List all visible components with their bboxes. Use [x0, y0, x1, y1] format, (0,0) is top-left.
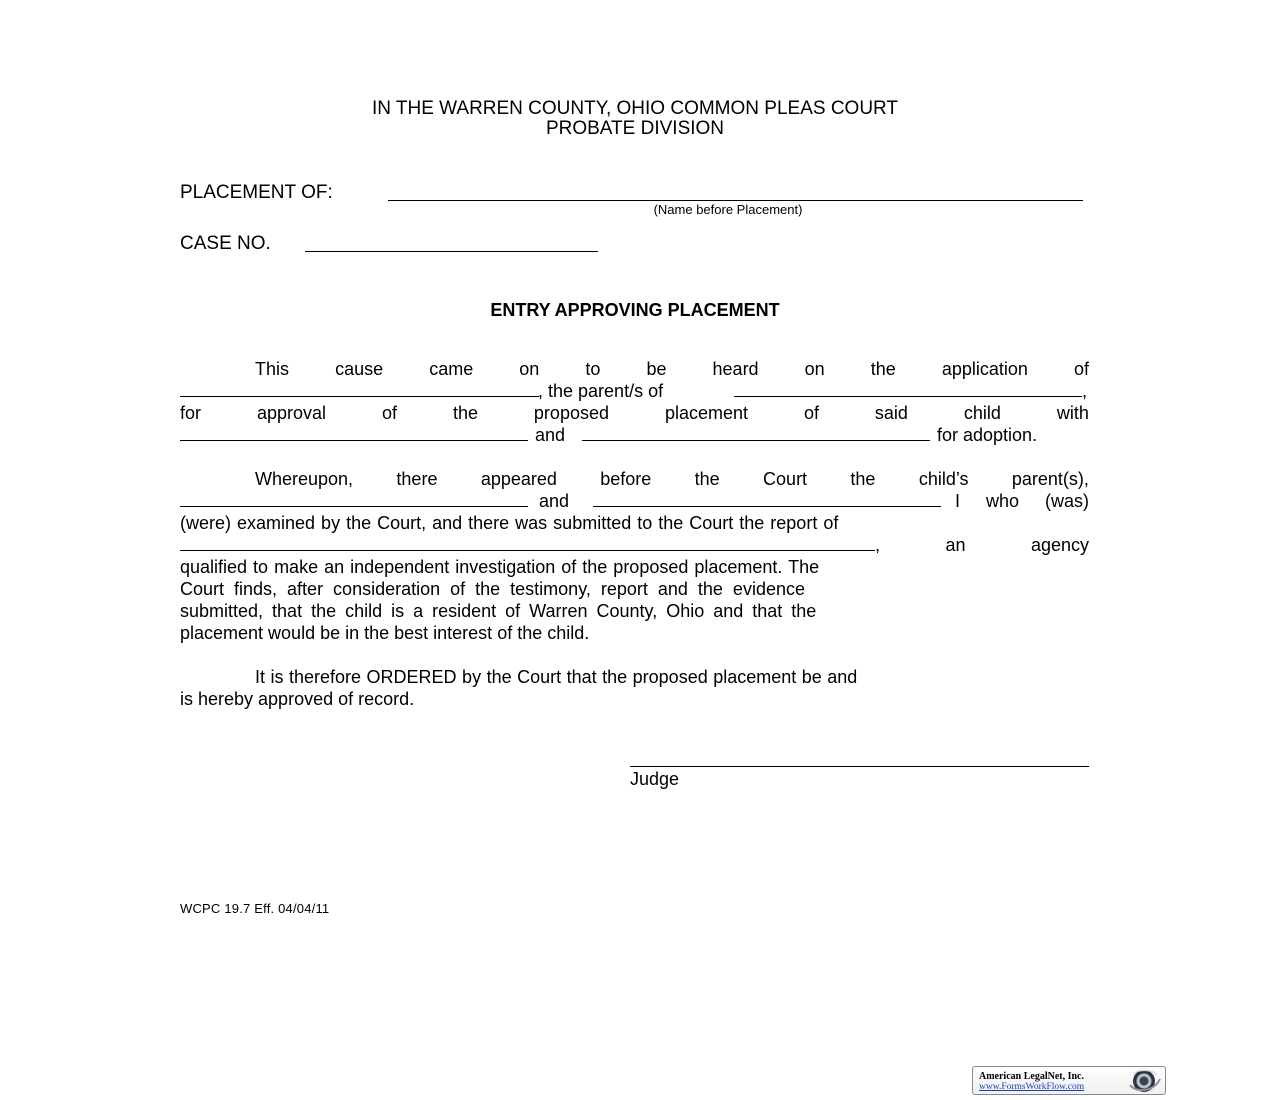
- case-no-label: CASE NO.: [180, 233, 271, 254]
- logo-url[interactable]: www.FormsWorkFlow.com: [979, 1082, 1085, 1092]
- and-text-2: and: [539, 491, 570, 511]
- word: on: [804, 359, 825, 379]
- word: proposed: [533, 403, 609, 423]
- word: the: [694, 469, 720, 489]
- judge-signature-line[interactable]: [630, 766, 1089, 767]
- word: approval: [256, 403, 327, 423]
- word: the: [870, 359, 896, 379]
- word: Whereupon,: [255, 469, 354, 489]
- globe-swirl-icon: [1126, 1068, 1162, 1094]
- agency-name-field[interactable]: [180, 550, 875, 551]
- adoptive-parent-2-field[interactable]: [582, 440, 930, 441]
- an-agency-text: [875, 534, 1089, 556]
- division-heading: PROBATE DIVISION: [545, 118, 725, 139]
- form-id: WCPC 19.7 Eff. 04/04/11: [180, 901, 330, 916]
- for-adoption-text: for adoption.: [937, 425, 1038, 445]
- word: to: [585, 359, 601, 379]
- word: of: [1073, 359, 1089, 379]
- para2-line5: qualified to make an independent investigation of the proposed placement. The: [180, 557, 820, 577]
- placement-sublabel: (Name before Placement): [653, 202, 803, 217]
- case-no-field[interactable]: [305, 251, 598, 252]
- para2-line7: submitted, that the child is a resident of Warren County, Ohio and that the: [180, 601, 817, 621]
- adoptive-parent-1-field[interactable]: [180, 440, 528, 441]
- document-title: ENTRY APPROVING PLACEMENT: [490, 300, 780, 320]
- word: before: [600, 469, 652, 489]
- placement-name-field[interactable]: [388, 200, 1083, 201]
- court-heading: IN THE WARREN COUNTY, OHIO COMMON PLEAS COURT: [371, 98, 899, 119]
- the-parents-of-text: , the parent/s of: [538, 381, 664, 401]
- word: This: [255, 359, 290, 379]
- word: placement: [664, 403, 748, 423]
- para1-line1: [255, 358, 1089, 380]
- word: who: [985, 491, 1020, 511]
- word: for: [180, 403, 202, 423]
- word: cause: [335, 359, 384, 379]
- word: the: [850, 469, 876, 489]
- para2-line6: Court finds, after consideration of the testimony, report and the evidence: [180, 579, 805, 599]
- para2-line3: (were) examined by the Court, and there was submitted to the Court the report of: [180, 513, 839, 533]
- word: there: [396, 469, 438, 489]
- publisher-logo: [972, 1066, 1166, 1095]
- word: agency: [1030, 535, 1089, 555]
- placement-of-label: PLACEMENT OF:: [180, 182, 333, 203]
- para1-line3: [180, 402, 1089, 424]
- word: child’s: [918, 469, 969, 489]
- word: on: [519, 359, 540, 379]
- word: be: [646, 359, 667, 379]
- word: parent(s),: [1011, 469, 1089, 489]
- word: Court: [763, 469, 808, 489]
- word: of: [381, 403, 397, 423]
- para3-line1: It is therefore ORDERED by the Court that the proposed placement be and: [255, 667, 858, 687]
- word: application: [941, 359, 1028, 379]
- word: ,: [875, 535, 881, 555]
- para2-line1: [255, 468, 1089, 490]
- word: the: [452, 403, 478, 423]
- word: said: [874, 403, 908, 423]
- comma-text: ,: [1082, 381, 1088, 401]
- para2-line8: placement would be in the best interest of the child.: [180, 623, 590, 643]
- who-was-text: [955, 490, 1089, 512]
- appearing-parent-2-field[interactable]: [593, 506, 941, 507]
- para3-line2: is hereby approved of record.: [180, 689, 415, 709]
- word: an: [945, 535, 966, 555]
- logo-company: American LegalNet, Inc.: [979, 1071, 1084, 1082]
- applicant-name-field[interactable]: [180, 396, 539, 397]
- child-name-field[interactable]: [734, 396, 1082, 397]
- word: appeared: [480, 469, 557, 489]
- word: heard: [712, 359, 759, 379]
- judge-label: Judge: [630, 769, 680, 789]
- word: I: [955, 491, 961, 511]
- appearing-parent-1-field[interactable]: [180, 506, 528, 507]
- word: of: [803, 403, 819, 423]
- word: child: [963, 403, 1001, 423]
- and-text: and: [535, 425, 566, 445]
- word: came: [429, 359, 474, 379]
- word: (was): [1044, 491, 1089, 511]
- word: with: [1056, 403, 1089, 423]
